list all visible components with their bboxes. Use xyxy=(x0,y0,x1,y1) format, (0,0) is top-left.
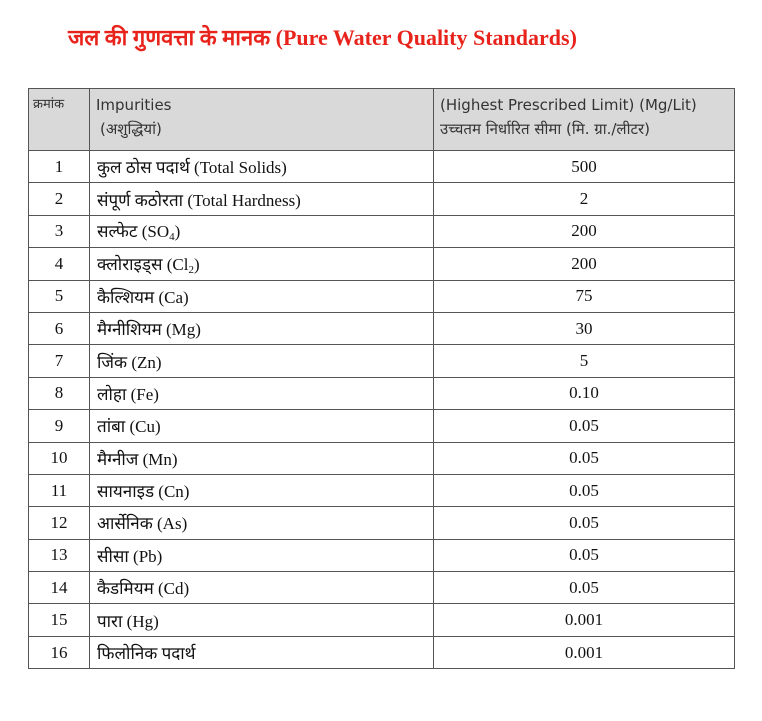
impurity-name: आर्सेनिक (As) xyxy=(97,514,188,534)
table-row xyxy=(29,377,735,409)
row-serial-number: 1 xyxy=(29,151,90,183)
column-header-serial xyxy=(29,89,90,151)
limit-value-cell: 500 xyxy=(434,151,735,183)
row-serial-number: 3 xyxy=(29,215,90,247)
table-row xyxy=(29,442,735,474)
row-serial-number: 8 xyxy=(29,377,90,409)
limit-value-cell: 0.10 xyxy=(434,377,735,409)
table-row xyxy=(29,280,735,312)
row-serial-number: 11 xyxy=(29,474,90,506)
impurity-name-cell xyxy=(90,151,434,183)
table-row xyxy=(29,345,735,377)
table-row xyxy=(29,410,735,442)
impurity-name-suffix: ) xyxy=(174,222,181,242)
impurity-name: सल्फेट (SO xyxy=(97,222,170,242)
table-row xyxy=(29,312,735,344)
impurity-name: कुल ठोस पदार्थ (Total Solids) xyxy=(97,158,287,178)
row-serial-number: 12 xyxy=(29,507,90,539)
impurity-name: तांबा (Cu) xyxy=(97,417,161,437)
limit-value-cell: 200 xyxy=(434,215,735,247)
impurity-name-cell xyxy=(90,183,434,215)
impurity-name: मैग्नीज (Mn) xyxy=(97,449,178,469)
limit-value-cell: 200 xyxy=(434,248,735,280)
limit-value-cell: 0.05 xyxy=(434,507,735,539)
row-serial-number: 4 xyxy=(29,248,90,280)
limit-value-cell: 0.001 xyxy=(434,604,735,636)
table-header-row xyxy=(29,89,735,151)
row-serial-number: 9 xyxy=(29,410,90,442)
impurity-name: क्लोराइड्स (Cl xyxy=(97,254,189,274)
table-row xyxy=(29,572,735,604)
impurity-name-cell xyxy=(90,604,434,636)
limit-header-hindi: उच्चतम निर्धारित सीमा (मि. ग्रा./लीटर) xyxy=(440,120,651,138)
table-row xyxy=(29,151,735,183)
limit-header-english: (Highest Prescribed Limit) (Mg/Lit) xyxy=(440,96,697,114)
impurity-name-cell xyxy=(90,572,434,604)
limit-value-cell: 0.05 xyxy=(434,572,735,604)
limit-value-cell: 0.05 xyxy=(434,442,735,474)
table-row xyxy=(29,248,735,280)
formula-subscript: 4 xyxy=(169,231,175,244)
table-row xyxy=(29,636,735,668)
water-quality-table xyxy=(28,88,735,669)
limit-value-cell: 5 xyxy=(434,345,735,377)
limit-value-cell: 2 xyxy=(434,183,735,215)
table-row xyxy=(29,604,735,636)
impurity-name: पारा (Hg) xyxy=(97,611,159,631)
impurity-name-cell xyxy=(90,507,434,539)
row-serial-number: 15 xyxy=(29,604,90,636)
impurity-name-suffix: ) xyxy=(193,254,200,274)
column-header-limit xyxy=(434,89,735,151)
impurity-name-cell xyxy=(90,636,434,668)
limit-value-cell: 0.05 xyxy=(434,539,735,571)
impurity-name: लोहा (Fe) xyxy=(97,384,159,404)
row-serial-number: 16 xyxy=(29,636,90,668)
table-row xyxy=(29,215,735,247)
impurity-name: कैडमियम (Cd) xyxy=(97,579,190,599)
row-serial-number: 10 xyxy=(29,442,90,474)
impurity-name: जिंक (Zn) xyxy=(97,352,162,372)
limit-value-cell: 0.05 xyxy=(434,474,735,506)
table-row xyxy=(29,507,735,539)
table-row xyxy=(29,539,735,571)
limit-value-cell: 0.001 xyxy=(434,636,735,668)
impurity-name-cell xyxy=(90,248,434,280)
impurity-name-cell xyxy=(90,442,434,474)
row-serial-number: 6 xyxy=(29,312,90,344)
page-title: जल की गुणवत्ता के मानक (Pure Water Quality Standards) xyxy=(68,25,577,50)
table-row xyxy=(29,474,735,506)
limit-value-cell: 75 xyxy=(434,280,735,312)
impurity-name: संपूर्ण कठोरता (Total Hardness) xyxy=(97,190,301,210)
serial-header-label: क्रमांक xyxy=(33,97,65,112)
limit-value-cell: 0.05 xyxy=(434,410,735,442)
impurity-name: मैग्नीशियम (Mg) xyxy=(97,320,201,340)
impurity-name: फिलोनिक पदार्थ xyxy=(97,644,196,664)
impurity-name-cell xyxy=(90,280,434,312)
impurity-name: कैल्शियम (Ca) xyxy=(97,287,189,307)
impurity-name-cell xyxy=(90,539,434,571)
table-body xyxy=(29,151,735,669)
row-serial-number: 5 xyxy=(29,280,90,312)
impurity-name-cell xyxy=(90,312,434,344)
impurity-name: सायनाइड (Cn) xyxy=(97,482,190,502)
formula-subscript: 2 xyxy=(188,263,194,276)
impurities-header-hindi: (अशुद्धियां) xyxy=(100,120,162,138)
impurity-name: सीसा (Pb) xyxy=(97,546,163,566)
impurity-name-cell xyxy=(90,345,434,377)
impurity-name-cell xyxy=(90,377,434,409)
impurity-name-cell xyxy=(90,215,434,247)
impurities-header-english: Impurities xyxy=(96,96,172,114)
limit-value-cell: 30 xyxy=(434,312,735,344)
column-header-impurities xyxy=(90,89,434,151)
table-row xyxy=(29,183,735,215)
row-serial-number: 7 xyxy=(29,345,90,377)
row-serial-number: 14 xyxy=(29,572,90,604)
row-serial-number: 2 xyxy=(29,183,90,215)
impurity-name-cell xyxy=(90,410,434,442)
row-serial-number: 13 xyxy=(29,539,90,571)
impurity-name-cell xyxy=(90,474,434,506)
